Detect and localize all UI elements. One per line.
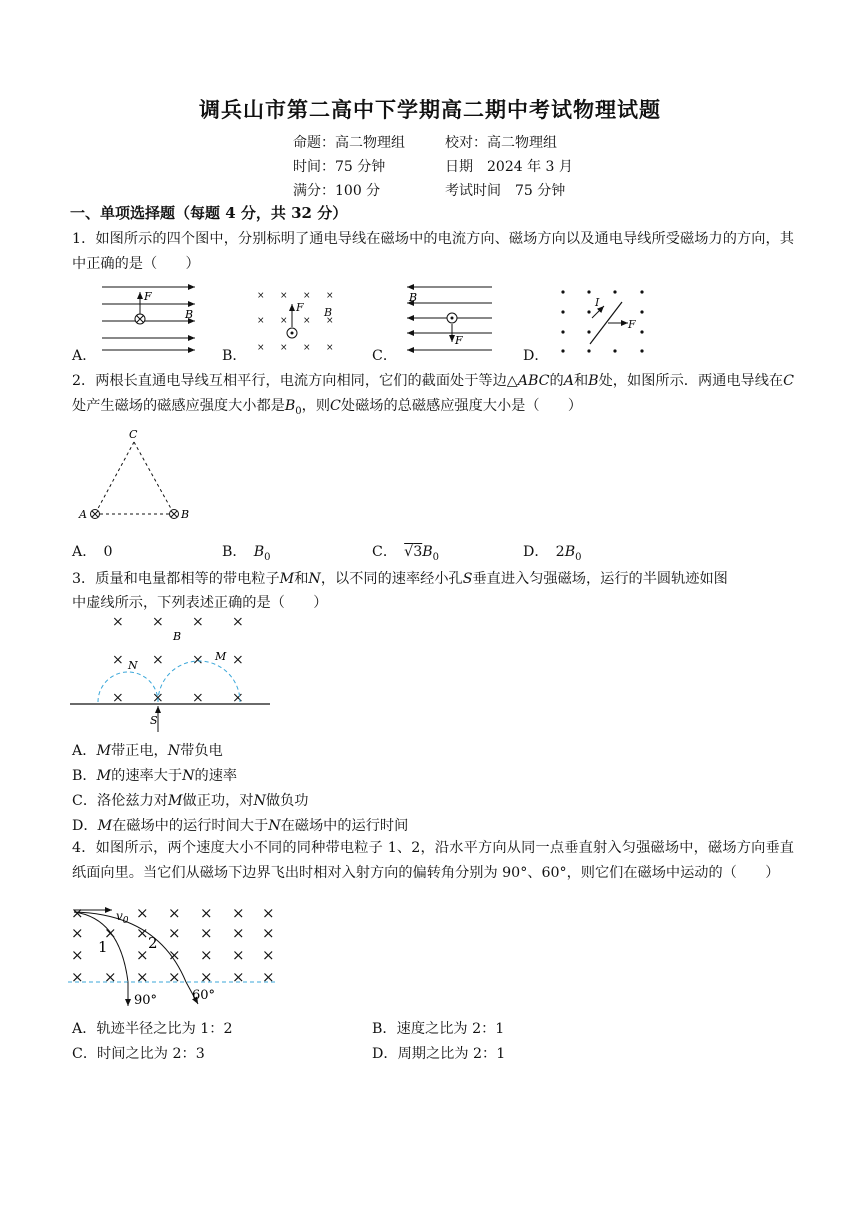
q3-option-d: D．M在磁场中的运行时间大于N在磁场中的运行时间 xyxy=(72,818,409,834)
q3-m-label: M xyxy=(215,650,227,663)
q1a-f-label: F xyxy=(144,290,152,303)
q2-triangle-figure xyxy=(70,426,200,526)
svg-text:×: × xyxy=(168,946,181,964)
svg-text:×: × xyxy=(112,690,124,706)
q4-option-b: B．速度之比为 2：1 xyxy=(372,1021,505,1037)
svg-text:×: × xyxy=(152,614,164,630)
q1-figure-a xyxy=(102,287,195,350)
q1-figure-d xyxy=(561,290,643,352)
svg-text:×: × xyxy=(71,968,84,986)
question-1-text: 1．如图所示的四个图中，分别标明了通电导线在磁场中的电流方向、磁场方向以及通电导线所受磁场力的方向，其中正确的是（ ） xyxy=(72,231,794,272)
svg-text:×: × xyxy=(326,343,334,353)
svg-text:×: × xyxy=(168,904,181,922)
svg-text:×: × xyxy=(232,904,245,922)
svg-text:×: × xyxy=(136,924,149,942)
svg-text:×: × xyxy=(200,946,213,964)
q1c-f-label: F xyxy=(455,334,463,347)
svg-text:×: × xyxy=(232,690,244,706)
q1-option-c: C． xyxy=(372,348,398,364)
svg-text:×: × xyxy=(136,946,149,964)
svg-text:×: × xyxy=(262,946,275,964)
svg-text:×: × xyxy=(232,946,245,964)
section-title: 一、单项选择题（每题 4 分，共 32 分） xyxy=(70,204,348,222)
svg-text:×: × xyxy=(232,968,245,986)
svg-text:×: × xyxy=(326,316,334,326)
exam-time-line: 考试时间 75 分钟 xyxy=(445,183,566,199)
svg-text:×: × xyxy=(303,291,311,301)
q3-option-c: C．洛伦兹力对M做正功，对N做负功 xyxy=(72,793,309,809)
svg-text:×: × xyxy=(152,690,164,706)
svg-text:×: × xyxy=(200,904,213,922)
q1d-i-label: I xyxy=(595,296,600,309)
q4-figure xyxy=(68,898,288,1010)
svg-text:×: × xyxy=(136,968,149,986)
q3-s-label: S xyxy=(150,714,158,727)
svg-text:×: × xyxy=(112,614,124,630)
svg-text:×: × xyxy=(262,968,275,986)
q3-figure xyxy=(70,610,280,734)
q1b-b-label: B xyxy=(324,306,333,319)
q1a-b-label: B xyxy=(185,308,194,321)
svg-text:×: × xyxy=(257,316,265,326)
q4-v-label: $v_0$ xyxy=(116,909,129,926)
q1-figure-c xyxy=(407,287,492,350)
q2-b-label: B xyxy=(181,508,190,521)
svg-text:×: × xyxy=(104,924,117,942)
q1b-f-label: F xyxy=(296,301,304,314)
q1-figures xyxy=(60,278,670,362)
q2-option-a: A． 0 xyxy=(72,544,113,560)
time-line: 时间：75 分钟 xyxy=(293,159,386,175)
q1-option-a: A． xyxy=(72,348,97,364)
svg-text:×: × xyxy=(71,946,84,964)
svg-text:×: × xyxy=(303,316,311,326)
question-3-line-1: 3．质量和电量都相等的带电粒子M和N，以不同的速率经小孔S垂直进入匀强磁场，运行的半圆轨迹如图 xyxy=(72,571,728,587)
svg-text:×: × xyxy=(200,968,213,986)
question-2-text: 2．两根长直通电导线互相平行，电流方向相同，它们的截面处于等边△ABC的A和B处，如图所示．两通电导线在C处产生磁场的磁感应强度大小都是$B_0$，则C处磁场的总磁感应强度大小是（ ） xyxy=(72,373,794,417)
svg-text:×: × xyxy=(262,904,275,922)
q3-n-label: N xyxy=(128,659,138,672)
q1-option-b: B． xyxy=(222,348,247,364)
q3-option-a: A．M带正电，N带负电 xyxy=(72,743,223,759)
svg-text:×: × xyxy=(257,291,265,301)
svg-text:×: × xyxy=(71,904,84,922)
proofreader-line: 校对：高二物理组 xyxy=(445,135,557,151)
svg-text:×: × xyxy=(303,343,311,353)
svg-text:×: × xyxy=(232,924,245,942)
author-line: 命题：高二物理组 xyxy=(293,135,405,151)
date-line: 日期 2024 年 3 月 xyxy=(445,159,573,175)
svg-text:×: × xyxy=(200,924,213,942)
svg-text:×: × xyxy=(152,652,164,668)
q4-angle-60: 60° xyxy=(192,988,216,1003)
q4-option-d: D．周期之比为 2：1 xyxy=(372,1046,506,1062)
q3-b-label: B xyxy=(173,630,182,643)
svg-text:×: × xyxy=(168,968,181,986)
q1d-f-label: F xyxy=(628,318,636,331)
svg-text:×: × xyxy=(168,924,181,942)
q1-figure-b xyxy=(257,291,334,353)
svg-text:×: × xyxy=(192,614,204,630)
q2-option-c: C． $√3B_0$ xyxy=(372,544,440,563)
svg-text:×: × xyxy=(280,291,288,301)
svg-text:×: × xyxy=(71,924,84,942)
question-3-line-2: 中虚线所示，下列表述正确的是（ ） xyxy=(72,595,328,611)
q4-label-1: 1 xyxy=(98,938,108,956)
q4-option-c: C．时间之比为 2：3 xyxy=(72,1046,205,1062)
svg-text:×: × xyxy=(232,614,244,630)
svg-text:×: × xyxy=(136,904,149,922)
q4-label-2: 2 xyxy=(148,934,158,952)
q4-option-a: A．轨迹半径之比为 1：2 xyxy=(72,1021,233,1037)
svg-text:×: × xyxy=(104,968,117,986)
q2-c-label: C xyxy=(129,428,138,441)
q2-option-d: D． $2B_0$ xyxy=(523,544,582,563)
score-line: 满分：100 分 xyxy=(293,183,381,199)
q3-option-b: B．M的速率大于N的速率 xyxy=(72,768,238,784)
svg-text:×: × xyxy=(192,652,204,668)
question-4-text: 4．如图所示，两个速度大小不同的同种带电粒子 1、2，沿水平方向从同一点垂直射入匀强磁场中，磁场方向垂直纸面向里。当它们从磁场下边界飞出时相对入射方向的偏转角分别为 90°、60°，则它们在磁场中运动的（ ） xyxy=(72,840,794,881)
svg-text:×: × xyxy=(192,690,204,706)
svg-text:×: × xyxy=(232,652,244,668)
q1-option-d: D． xyxy=(523,348,549,364)
svg-text:×: × xyxy=(280,343,288,353)
q4-angle-90: 90° xyxy=(134,993,158,1008)
q1c-b-label: B xyxy=(409,291,418,304)
q2-a-label: A xyxy=(79,508,87,521)
svg-text:×: × xyxy=(112,652,124,668)
svg-text:×: × xyxy=(326,291,334,301)
page-title: 调兵山市第二高中下学期高二期中考试物理试题 xyxy=(199,97,661,122)
svg-text:×: × xyxy=(257,343,265,353)
q2-option-b: B． $B_0$ xyxy=(222,544,271,563)
svg-text:×: × xyxy=(280,316,288,326)
svg-text:×: × xyxy=(262,924,275,942)
